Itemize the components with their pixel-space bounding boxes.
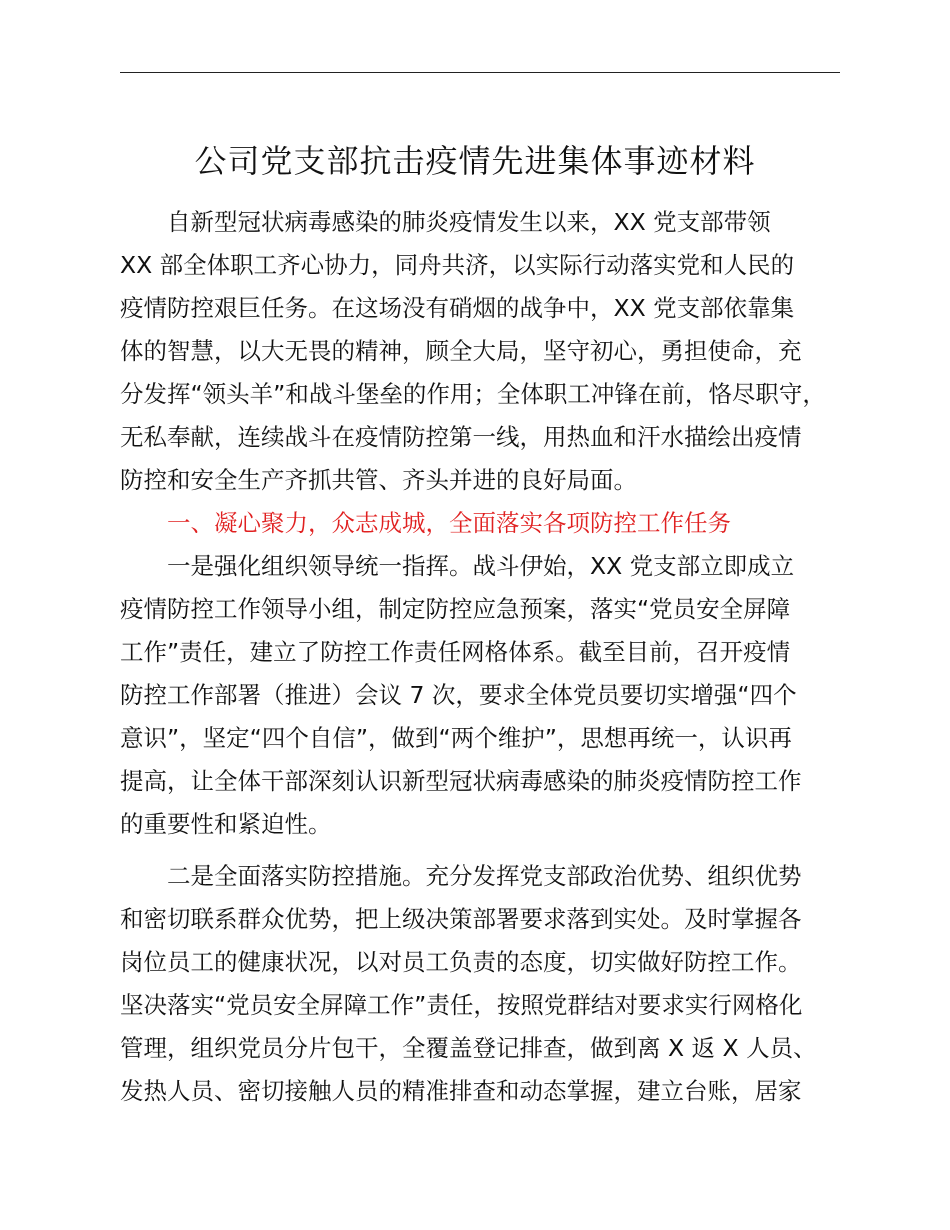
body-line: 工作”责任，建立了防控工作责任网格体系。截至目前，召开疫情 — [120, 638, 791, 666]
body-line: 发热人员、密切接触人员的精准排查和动态掌握，建立台账，居家 — [120, 1077, 802, 1105]
body-line: 管理，组织党员分片包干，全覆盖登记排查，做到离 X 返 X 人员、 — [120, 1034, 817, 1062]
body-line: 二是全面落实防控措施。充分发挥党支部政治优势、组织优势 — [120, 862, 802, 890]
body-line: 分发挥“领头羊”和战斗堡垒的作用；全体职工冲锋在前，恪尽职守， — [120, 380, 826, 408]
body-line: 岗位员工的健康状况，以对员工负责的态度，切实做好防控工作。 — [120, 948, 802, 976]
body-line: 意识”，坚定“四个自信”，做到“两个维护”，思想再统一，认识再 — [120, 724, 792, 752]
body-line: 疫情防控艰巨任务。在这场没有硝烟的战争中，XX 党支部依靠集 — [120, 294, 795, 322]
body-line: 体的智慧，以大无畏的精神，顾全大局，坚守初心，勇担使命，充 — [120, 337, 802, 365]
header-rule — [120, 72, 840, 73]
body-line: 防控和安全生产齐抓共管、齐头并进的良好局面。 — [120, 466, 637, 494]
document-title: 公司党支部抗击疫情先进集体事迹材料 — [194, 142, 756, 180]
body-line: XX 部全体职工齐心协力，同舟共济，以实际行动落实党和人民的 — [120, 251, 795, 279]
section-heading: 一、凝心聚力，众志成城，全面落实各项防控工作任务 — [120, 509, 731, 537]
body-line: 无私奉献，连续战斗在疫情防控第一线，用热血和汗水描绘出疫情 — [120, 423, 802, 451]
body-line: 防控工作部署（推进）会议 7 次，要求全体党员要切实增强“四个 — [120, 681, 797, 709]
body-line: 提高，让全体干部深刻认识新型冠状病毒感染的肺炎疫情防控工作 — [120, 767, 802, 795]
body-line: 一是强化组织领导统一指挥。战斗伊始，XX 党支部立即成立 — [120, 552, 795, 580]
body-line: 的重要性和紧迫性。 — [120, 810, 332, 838]
body-line: 和密切联系群众优势，把上级决策部署要求落到实处。及时掌握各 — [120, 905, 802, 933]
body-line: 疫情防控工作领导小组，制定防控应急预案，落实“党员安全屏障 — [120, 595, 791, 623]
body-line: 坚决落实“党员安全屏障工作”责任，按照党群结对要求实行网格化 — [120, 991, 803, 1019]
body-line: 自新型冠状病毒感染的肺炎疫情发生以来，XX 党支部带领 — [120, 208, 771, 236]
